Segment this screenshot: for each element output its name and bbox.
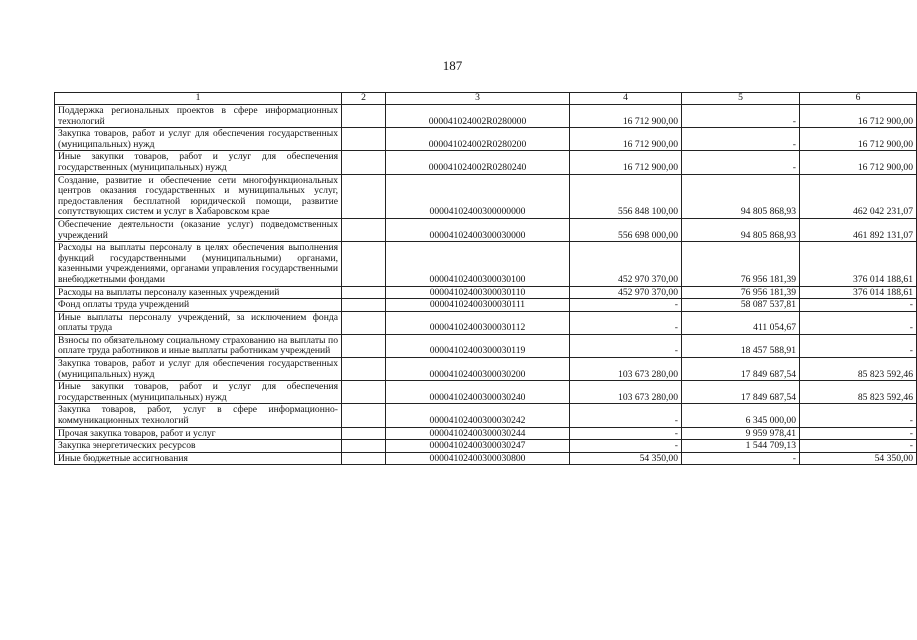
row-description: Расходы на выплаты персоналу в целях обеспечения выполнения функций государственными (муниципальными) органами, казенными учреждениями, органами управления государственными внебюджетными фондами (55, 242, 342, 286)
row-column-6-amount: - (800, 299, 917, 312)
row-description: Прочая закупка товаров, работ и услуг (55, 427, 342, 440)
row-column-5-amount: 94 805 868,93 (682, 174, 800, 218)
row-classification-code: 00004102400300030242 (386, 404, 570, 427)
budget-table (54, 92, 917, 465)
table-row (55, 174, 917, 218)
table-row (55, 218, 917, 241)
row-classification-code: 000041024002R0280000 (386, 105, 570, 128)
row-column-4-amount: 556 848 100,00 (570, 174, 682, 218)
row-column-5-amount: 76 956 181,39 (682, 242, 800, 286)
column-header-3: 3 (386, 93, 570, 105)
row-column-2 (342, 334, 386, 357)
row-classification-code: 00004102400300030112 (386, 311, 570, 334)
row-classification-code: 00004102400300030247 (386, 440, 570, 453)
row-description: Взносы по обязательному социальному страхованию на выплаты по оплате труда работников и иные выплаты работникам учреждений (55, 334, 342, 357)
row-column-6-amount: - (800, 427, 917, 440)
row-column-4-amount: 16 712 900,00 (570, 151, 682, 174)
row-description: Иные закупки товаров, работ и услуг для обеспечения государственных (муниципальных) нужд (55, 151, 342, 174)
row-column-6-amount: - (800, 334, 917, 357)
row-column-2 (342, 218, 386, 241)
row-description: Обеспечение деятельности (оказание услуг) подведомственных учреждений (55, 218, 342, 241)
row-column-4-amount: 452 970 370,00 (570, 242, 682, 286)
row-classification-code: 00004102400300030000 (386, 218, 570, 241)
row-column-6-amount: - (800, 440, 917, 453)
table-row (55, 151, 917, 174)
row-column-5-amount: 18 457 588,91 (682, 334, 800, 357)
row-classification-code: 00004102400300030800 (386, 452, 570, 465)
row-column-5-amount: - (682, 128, 800, 151)
row-column-6-amount: 376 014 188,61 (800, 286, 917, 299)
row-column-2 (342, 128, 386, 151)
column-header-4: 4 (570, 93, 682, 105)
row-column-5-amount: - (682, 452, 800, 465)
row-column-6-amount: 16 712 900,00 (800, 151, 917, 174)
row-classification-code: 00004102400300030244 (386, 427, 570, 440)
row-column-6-amount: 85 823 592,46 (800, 381, 917, 404)
table-row (55, 452, 917, 465)
table-row (55, 242, 917, 286)
row-description: Закупка энергетических ресурсов (55, 440, 342, 453)
table-row (55, 358, 917, 381)
row-column-5-amount: - (682, 151, 800, 174)
row-column-2 (342, 242, 386, 286)
row-column-4-amount: 103 673 280,00 (570, 358, 682, 381)
row-column-4-amount: - (570, 334, 682, 357)
row-column-5-amount: 9 959 978,41 (682, 427, 800, 440)
row-column-6-amount: 376 014 188,61 (800, 242, 917, 286)
row-column-4-amount: 54 350,00 (570, 452, 682, 465)
column-header-5: 5 (682, 93, 800, 105)
row-classification-code: 00004102400300030111 (386, 299, 570, 312)
row-description: Фонд оплаты труда учреждений (55, 299, 342, 312)
row-column-6-amount: 85 823 592,46 (800, 358, 917, 381)
row-description: Расходы на выплаты персоналу казенных учреждений (55, 286, 342, 299)
column-header-2: 2 (342, 93, 386, 105)
row-column-4-amount: - (570, 404, 682, 427)
page-number: 187 (442, 58, 463, 73)
header-row (55, 93, 917, 105)
row-column-2 (342, 286, 386, 299)
row-column-2 (342, 299, 386, 312)
row-column-6-amount: 16 712 900,00 (800, 105, 917, 128)
row-column-5-amount: 17 849 687,54 (682, 358, 800, 381)
row-description: Закупка товаров, работ, услуг в сфере информационно-коммуникационных технологий (55, 404, 342, 427)
row-classification-code: 00004102400300030240 (386, 381, 570, 404)
table-row (55, 105, 917, 128)
row-column-4-amount: 16 712 900,00 (570, 105, 682, 128)
row-column-5-amount: 6 345 000,00 (682, 404, 800, 427)
row-column-2 (342, 452, 386, 465)
row-column-5-amount: 17 849 687,54 (682, 381, 800, 404)
row-classification-code: 00004102400300030110 (386, 286, 570, 299)
row-column-5-amount: 94 805 868,93 (682, 218, 800, 241)
row-classification-code: 00004102400300030100 (386, 242, 570, 286)
row-description: Иные выплаты персоналу учреждений, за исключением фонда оплаты труда (55, 311, 342, 334)
row-column-2 (342, 358, 386, 381)
row-column-6-amount: 462 042 231,07 (800, 174, 917, 218)
row-column-6-amount: - (800, 311, 917, 334)
row-column-4-amount: 556 698 000,00 (570, 218, 682, 241)
table-row (55, 440, 917, 453)
row-classification-code: 00004102400300030200 (386, 358, 570, 381)
row-column-2 (342, 174, 386, 218)
row-description: Закупка товаров, работ и услуг для обеспечения государственных (муниципальных) нужд (55, 128, 342, 151)
table-row (55, 286, 917, 299)
row-column-2 (342, 404, 386, 427)
row-classification-code: 00004102400300030119 (386, 334, 570, 357)
table-row (55, 299, 917, 312)
row-column-5-amount: 76 956 181,39 (682, 286, 800, 299)
row-column-2 (342, 151, 386, 174)
row-column-4-amount: 452 970 370,00 (570, 286, 682, 299)
row-column-6-amount: 54 350,00 (800, 452, 917, 465)
row-column-4-amount: 16 712 900,00 (570, 128, 682, 151)
row-column-5-amount: 58 087 537,81 (682, 299, 800, 312)
row-column-2 (342, 381, 386, 404)
row-column-5-amount: 411 054,67 (682, 311, 800, 334)
row-column-2 (342, 427, 386, 440)
row-description: Создание, развитие и обеспечение сети многофункциональных центров оказания государственных и муниципальных услуг, предоставления бесплатной юридической помощи, развитие сопутствующих систем и услуг в Хабаровском крае (55, 174, 342, 218)
row-column-6-amount: 461 892 131,07 (800, 218, 917, 241)
row-description: Поддержка региональных проектов в сфере информационных технологий (55, 105, 342, 128)
table-row (55, 404, 917, 427)
column-header-6: 6 (800, 93, 917, 105)
table-row (55, 311, 917, 334)
row-column-6-amount: - (800, 404, 917, 427)
row-description: Иные бюджетные ассигнования (55, 452, 342, 465)
row-description: Закупка товаров, работ и услуг для обеспечения государственных (муниципальных) нужд (55, 358, 342, 381)
row-column-5-amount: - (682, 105, 800, 128)
row-column-4-amount: - (570, 440, 682, 453)
row-column-4-amount: - (570, 299, 682, 312)
row-column-2 (342, 105, 386, 128)
table-row (55, 427, 917, 440)
row-classification-code: 000041024002R0280240 (386, 151, 570, 174)
row-column-4-amount: 103 673 280,00 (570, 381, 682, 404)
row-description: Иные закупки товаров, работ и услуг для обеспечения государственных (муниципальных) нужд (55, 381, 342, 404)
table-row (55, 334, 917, 357)
row-column-4-amount: - (570, 427, 682, 440)
table-row (55, 128, 917, 151)
row-column-6-amount: 16 712 900,00 (800, 128, 917, 151)
column-header-1: 1 (55, 93, 342, 105)
row-classification-code: 000041024002R0280200 (386, 128, 570, 151)
row-column-2 (342, 440, 386, 453)
row-column-2 (342, 311, 386, 334)
row-classification-code: 00004102400300000000 (386, 174, 570, 218)
row-column-5-amount: 1 544 709,13 (682, 440, 800, 453)
table-row (55, 381, 917, 404)
row-column-4-amount: - (570, 311, 682, 334)
